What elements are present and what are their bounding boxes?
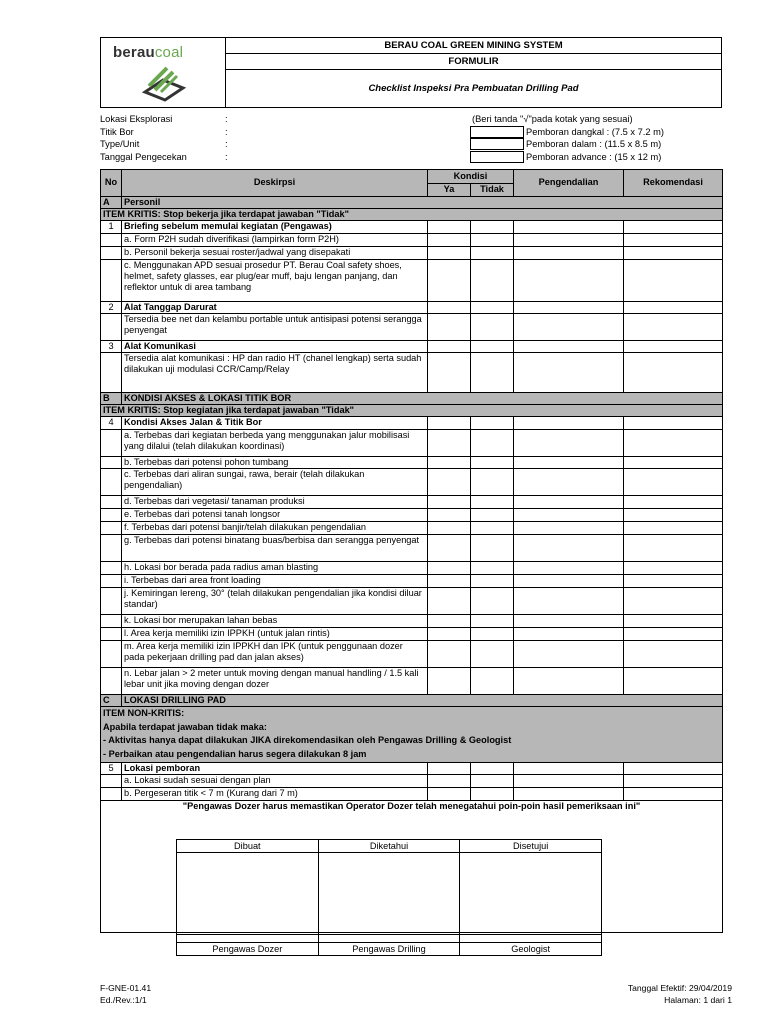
field-lokasi-label: Lokasi Eksplorasi: [100, 114, 173, 124]
field-tanggal-label: Tanggal Pengecekan: [100, 151, 187, 162]
answer-tidak[interactable]: [471, 233, 514, 246]
answer-tidak[interactable]: [471, 429, 514, 456]
rekomendasi-cell[interactable]: [624, 468, 723, 495]
answer-ya[interactable]: [428, 456, 471, 468]
answer-ya[interactable]: [428, 429, 471, 456]
answer-tidak[interactable]: [471, 353, 514, 393]
rekomendasi-cell[interactable]: [624, 456, 723, 468]
check-item: g. Terbebas dari potensi binatang buas/berbisa dan serangga penyengat: [122, 534, 428, 561]
page-number: Halaman: 1 dari 1: [664, 995, 732, 1005]
pengendalian-cell[interactable]: [514, 259, 624, 301]
item-number: 2: [101, 301, 122, 313]
answer-ya[interactable]: [428, 508, 471, 521]
rekomendasi-cell[interactable]: [624, 763, 723, 775]
check-item: a. Terbebas dari kegiatan berbeda yang menggunakan jalur mobilisasi yang dilalui (telah dilakukan koordinasi): [122, 429, 428, 456]
field-colon: :: [225, 126, 228, 137]
dozer-note: "Pengawas Dozer harus memastikan Operator Dozer telah menegatahui poin-poin hasil pemeriksaan ini": [101, 801, 723, 813]
answer-ya[interactable]: [428, 246, 471, 259]
rekomendasi-cell[interactable]: [624, 574, 723, 587]
rekomendasi-cell[interactable]: [624, 313, 723, 340]
system-title: BERAU COAL GREEN MINING SYSTEM: [226, 38, 722, 54]
edition-revision: Ed./Rev.:1/1: [100, 995, 147, 1005]
company-logo: [101, 38, 226, 108]
info-block: [100, 113, 722, 163]
answer-ya[interactable]: [428, 640, 471, 667]
non-critical-line: ITEM NON-KRITIS:: [103, 708, 185, 719]
footer-right: [628, 982, 732, 1006]
rekomendasi-cell[interactable]: [624, 233, 723, 246]
answer-ya[interactable]: [428, 313, 471, 340]
section-title: LOKASI DRILLING PAD: [122, 694, 723, 706]
answer-ya[interactable]: [428, 667, 471, 694]
pengendalian-cell[interactable]: [514, 561, 624, 574]
answer-tidak[interactable]: [471, 221, 514, 233]
rekomendasi-cell[interactable]: [624, 627, 723, 640]
pengendalian-cell[interactable]: [514, 353, 624, 393]
option-label: Pemboran dalam : (11.5 x 8.5 m): [526, 139, 662, 149]
answer-ya[interactable]: [428, 417, 471, 429]
answer-tidak[interactable]: [471, 246, 514, 259]
col-header-desc: Deskirpsi: [122, 170, 428, 197]
checklist-table: [100, 169, 723, 933]
field-colon: :: [225, 139, 228, 149]
col-header-peng: Pengendalian: [514, 170, 624, 197]
check-item: b. Pergeseran titik < 7 m (Kurang dari 7 m): [122, 788, 428, 801]
item-title: Alat Tanggap Darurat: [122, 301, 428, 313]
answer-tidak[interactable]: [471, 775, 514, 788]
non-critical-note: [101, 707, 723, 763]
sign-head-disetujui: Disetujui: [460, 840, 602, 853]
answer-ya[interactable]: [428, 353, 471, 393]
item-title: Alat Komunikasi: [122, 340, 428, 352]
signature-box[interactable]: [460, 853, 602, 935]
answer-ya[interactable]: [428, 763, 471, 775]
rekomendasi-cell[interactable]: [624, 417, 723, 429]
critical-note: ITEM KRITIS: Stop kegiatan jika terdapat jawaban "Tidak": [101, 405, 723, 417]
name-line[interactable]: [318, 935, 460, 943]
answer-tidak[interactable]: [471, 301, 514, 313]
answer-tidak[interactable]: [471, 417, 514, 429]
pengendalian-cell[interactable]: [514, 587, 624, 614]
effective-date: Tanggal Efektif: 29/04/2019: [627, 983, 732, 993]
rekomendasi-cell[interactable]: [624, 301, 723, 313]
answer-tidak[interactable]: [471, 587, 514, 614]
rekomendasi-cell[interactable]: [624, 246, 723, 259]
signature-box[interactable]: [177, 853, 319, 935]
field-titik-label: Titik Bor: [100, 126, 134, 137]
answer-ya[interactable]: [428, 587, 471, 614]
pengendalian-cell[interactable]: [514, 640, 624, 667]
answer-tidak[interactable]: [471, 313, 514, 340]
check-item: c. Terbebas dari aliran sungai, rawa, berair (telah dilakukan pengendalian): [122, 468, 428, 495]
footer-left: [100, 982, 151, 1006]
answer-ya[interactable]: [428, 775, 471, 788]
item-title: Briefing sebelum memulai kegiatan (Pengawas): [122, 221, 428, 233]
pengendalian-cell[interactable]: [514, 495, 624, 508]
checkbox[interactable]: [470, 151, 524, 163]
name-line[interactable]: [460, 935, 602, 943]
name-line[interactable]: [177, 935, 319, 943]
check-item: i. Terbebas dari area front loading: [122, 574, 428, 587]
form-label: FORMULIR: [226, 54, 722, 70]
rekomendasi-cell[interactable]: [624, 429, 723, 456]
form-code: F-GNE-01.41: [100, 983, 152, 993]
check-item: a. Form P2H sudah diverifikasi (lampirkan form P2H): [122, 233, 428, 246]
check-item: k. Lokasi bor merupakan lahan bebas: [122, 614, 428, 627]
answer-ya[interactable]: [428, 495, 471, 508]
pengendalian-cell[interactable]: [514, 233, 624, 246]
check-item: c. Menggunakan APD sesuai prosedur PT. Berau Coal safety shoes, helmet, safety glasses, ear plug/ear muff, baju lengan panjang, dan reflektor untuk di area tambang: [122, 259, 428, 301]
answer-ya[interactable]: [428, 614, 471, 627]
signature-table: [176, 839, 602, 956]
pengendalian-cell[interactable]: [514, 521, 624, 534]
pengendalian-cell[interactable]: [514, 574, 624, 587]
tick-note: (Beri tanda "√"pada kotak yang sesuai): [472, 114, 633, 124]
option-label: Pemboran dangkal : (7.5 x 7.2 m): [526, 126, 664, 137]
field-colon: :: [225, 114, 228, 124]
col-header-rek: Rekomendasi: [624, 170, 723, 197]
section-letter: A: [101, 197, 122, 209]
checklist-title: Checklist Inspeksi Pra Pembuatan Drilling Pad: [226, 70, 722, 108]
answer-tidak[interactable]: [471, 667, 514, 694]
check-item: b. Personil bekerja sesuai roster/jadwal yang disepakati: [122, 246, 428, 259]
logo-word-berau: berau: [113, 44, 155, 61]
pengendalian-cell[interactable]: [514, 429, 624, 456]
answer-tidak[interactable]: [471, 763, 514, 775]
pengendalian-cell[interactable]: [514, 340, 624, 352]
check-item: h. Lokasi bor berada pada radius aman blasting: [122, 561, 428, 574]
pengendalian-cell[interactable]: [514, 763, 624, 775]
item-number: 5: [101, 763, 122, 775]
critical-note: ITEM KRITIS: Stop bekerja jika terdapat jawaban "Tidak": [101, 209, 723, 221]
check-item: Tersedia bee net dan kelambu portable untuk antisipasi potensi serangga penyengat: [122, 313, 428, 340]
col-header-kondisi: Kondisi: [428, 170, 514, 184]
field-type-label: Type/Unit: [100, 139, 140, 149]
pengendalian-cell[interactable]: [514, 301, 624, 313]
section-letter: C: [101, 694, 122, 706]
answer-tidak[interactable]: [471, 340, 514, 352]
answer-ya[interactable]: [428, 233, 471, 246]
option-label: Pemboran advance : (15 x 12 m): [526, 151, 662, 162]
field-colon: :: [225, 151, 228, 162]
answer-tidak[interactable]: [471, 614, 514, 627]
check-item: d. Terbebas dari vegetasi/ tanaman produksi: [122, 495, 428, 508]
answer-tidak[interactable]: [471, 627, 514, 640]
col-header-no: No: [101, 170, 122, 197]
rekomendasi-cell[interactable]: [624, 788, 723, 801]
role-dozer: Pengawas Dozer: [177, 943, 319, 956]
check-item: f. Terbebas dari potensi banjir/telah dilakukan pengendalian: [122, 521, 428, 534]
document-header: [100, 37, 722, 108]
check-item: e. Terbebas dari potensi tanah longsor: [122, 508, 428, 521]
answer-ya[interactable]: [428, 574, 471, 587]
non-critical-line: - Perbaikan atau pengendalian harus segera dilakukan 8 jam: [103, 748, 367, 759]
col-header-ya: Ya: [428, 184, 471, 197]
pengendalian-cell[interactable]: [514, 614, 624, 627]
rekomendasi-cell[interactable]: [624, 587, 723, 614]
sign-head-dibuat: Dibuat: [177, 840, 319, 853]
check-item: a. Lokasi sudah sesuai dengan plan: [122, 775, 428, 788]
col-header-tidak: Tidak: [471, 184, 514, 197]
pengendalian-cell[interactable]: [514, 417, 624, 429]
answer-tidak[interactable]: [471, 508, 514, 521]
check-item: Tersedia alat komunikasi : HP dan radio HT (chanel lengkap) serta sudah dilakukan uji modulasi CCR/Camp/Relay: [122, 353, 428, 393]
check-item: l. Area kerja memiliki izin IPPKH (untuk jalan rintis): [122, 627, 428, 640]
answer-ya[interactable]: [428, 340, 471, 352]
item-title: Kondisi Akses Jalan & Titik Bor: [122, 417, 428, 429]
item-number: 3: [101, 340, 122, 352]
pengendalian-cell[interactable]: [514, 221, 624, 233]
item-number: 4: [101, 417, 122, 429]
logo-mark-icon: [139, 64, 189, 104]
answer-ya[interactable]: [428, 301, 471, 313]
pengendalian-cell[interactable]: [514, 468, 624, 495]
sign-head-diketahui: Diketahui: [318, 840, 460, 853]
answer-tidak[interactable]: [471, 788, 514, 801]
checkbox[interactable]: [470, 138, 524, 150]
answer-ya[interactable]: [428, 221, 471, 233]
answer-ya[interactable]: [428, 534, 471, 561]
answer-ya[interactable]: [428, 468, 471, 495]
pengendalian-cell[interactable]: [514, 534, 624, 561]
pengendalian-cell[interactable]: [514, 667, 624, 694]
pengendalian-cell[interactable]: [514, 456, 624, 468]
logo-text: [113, 44, 183, 61]
rekomendasi-cell[interactable]: [624, 521, 723, 534]
rekomendasi-cell[interactable]: [624, 561, 723, 574]
section-letter: B: [101, 393, 122, 405]
answer-ya[interactable]: [428, 627, 471, 640]
rekomendasi-cell[interactable]: [624, 495, 723, 508]
rekomendasi-cell[interactable]: [624, 775, 723, 788]
non-critical-line: - Aktivitas hanya dapat dilakukan JIKA direkomendasikan oleh Pengawas Drilling & Geologist: [103, 735, 512, 746]
role-geologist: Geologist: [460, 943, 602, 956]
answer-ya[interactable]: [428, 521, 471, 534]
check-item: n. Lebar jalan > 2 meter untuk moving dengan manual handling / 1.5 kali lebar unit jika moving dengan dozer: [122, 667, 428, 694]
rekomendasi-cell[interactable]: [624, 259, 723, 301]
rekomendasi-cell[interactable]: [624, 640, 723, 667]
checkbox[interactable]: [470, 126, 524, 138]
pengendalian-cell[interactable]: [514, 775, 624, 788]
rekomendasi-cell[interactable]: [624, 508, 723, 521]
rekomendasi-cell[interactable]: [624, 614, 723, 627]
item-number: 1: [101, 221, 122, 233]
answer-tidak[interactable]: [471, 534, 514, 561]
answer-ya[interactable]: [428, 561, 471, 574]
signature-box[interactable]: [318, 853, 460, 935]
check-item: j. Kemiringan lereng, 30° (telah dilakukan pengendalian jika kondisi diluar standar): [122, 587, 428, 614]
answer-tidak[interactable]: [471, 468, 514, 495]
pengendalian-cell[interactable]: [514, 246, 624, 259]
non-critical-line: Apabila terdapat jawaban tidak maka:: [103, 721, 267, 732]
item-title: Lokasi pemboran: [122, 763, 428, 775]
pengendalian-cell[interactable]: [514, 627, 624, 640]
answer-ya[interactable]: [428, 788, 471, 801]
answer-tidak[interactable]: [471, 640, 514, 667]
answer-tidak[interactable]: [471, 521, 514, 534]
rekomendasi-cell[interactable]: [624, 221, 723, 233]
pengendalian-cell[interactable]: [514, 313, 624, 340]
answer-tidak[interactable]: [471, 574, 514, 587]
answer-ya[interactable]: [428, 259, 471, 301]
section-title: Personil: [122, 197, 723, 209]
check-item: m. Area kerja memiliki izin IPPKH dan IPK (untuk penggunaan dozer pada pekerjaan drilling pad dan jalan akses): [122, 640, 428, 667]
answer-tidak[interactable]: [471, 259, 514, 301]
rekomendasi-cell[interactable]: [624, 353, 723, 393]
pengendalian-cell[interactable]: [514, 508, 624, 521]
rekomendasi-cell[interactable]: [624, 667, 723, 694]
check-item: b. Terbebas dari potensi pohon tumbang: [122, 456, 428, 468]
role-drilling: Pengawas Drilling: [318, 943, 460, 956]
section-title: KONDISI AKSES & LOKASI TITIK BOR: [122, 393, 723, 405]
answer-tidak[interactable]: [471, 456, 514, 468]
answer-tidak[interactable]: [471, 561, 514, 574]
rekomendasi-cell[interactable]: [624, 340, 723, 352]
pengendalian-cell[interactable]: [514, 788, 624, 801]
logo-word-coal: coal: [154, 44, 184, 61]
rekomendasi-cell[interactable]: [624, 534, 723, 561]
answer-tidak[interactable]: [471, 495, 514, 508]
